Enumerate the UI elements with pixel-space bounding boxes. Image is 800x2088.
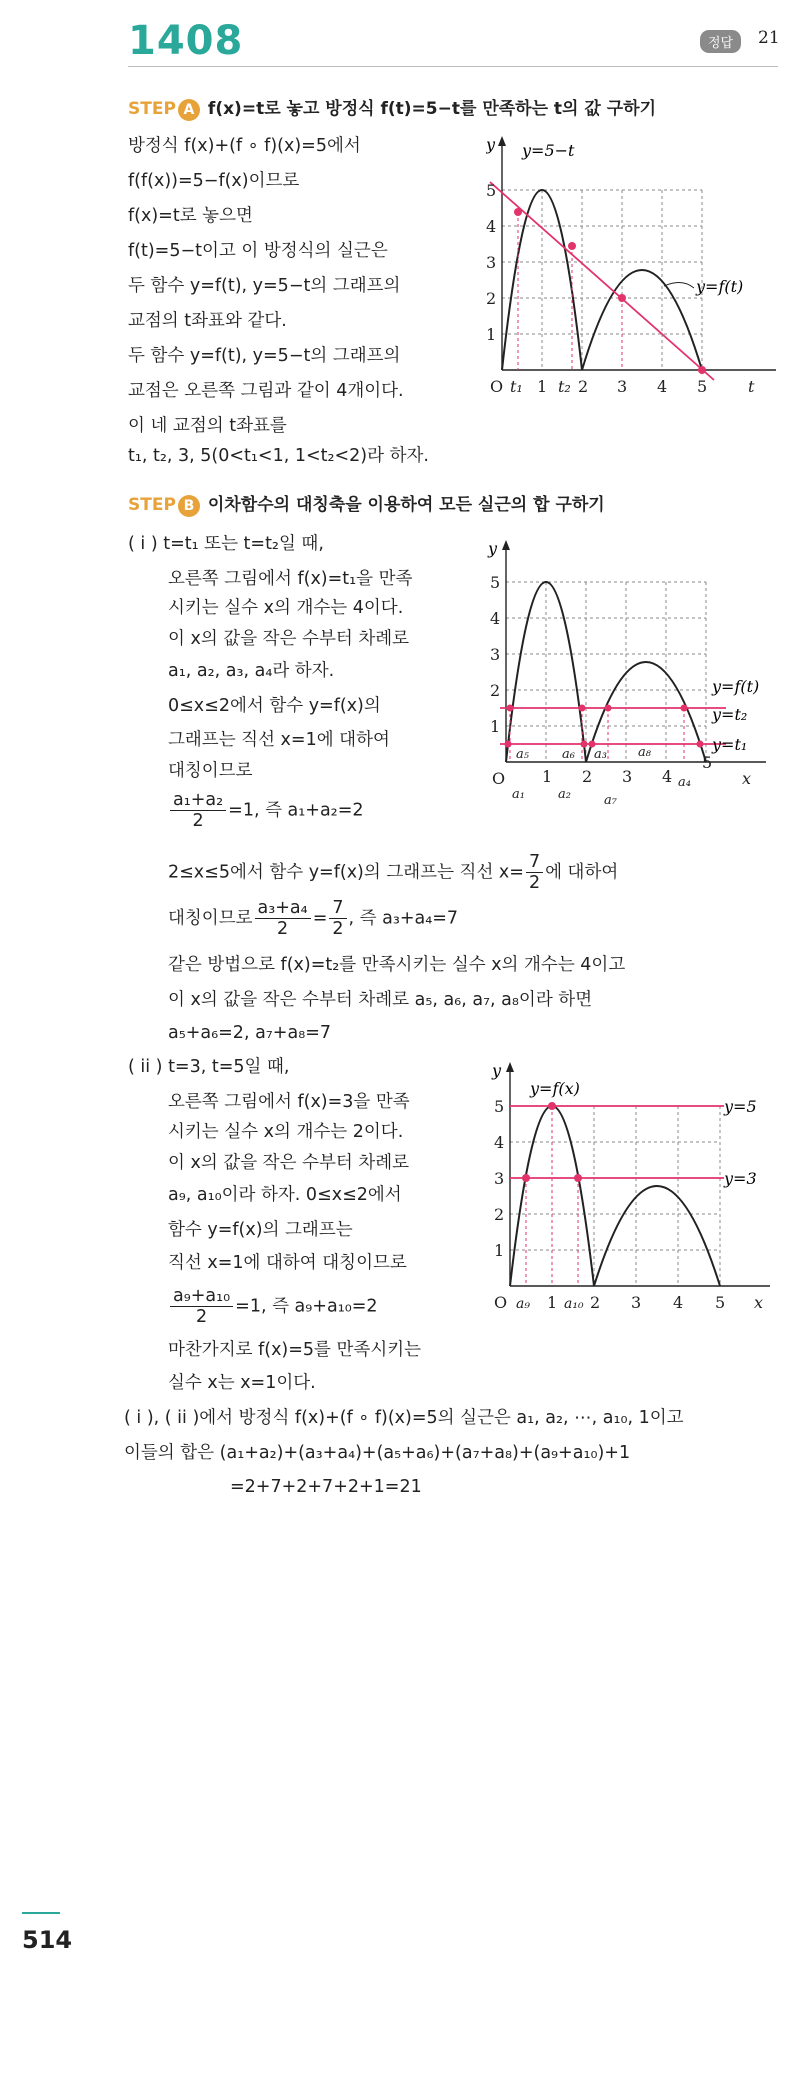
graph-a-ytick: 4 (486, 217, 497, 236)
frac-denominator: 2 (528, 873, 541, 894)
graph-c-ytick: 5 (494, 1097, 505, 1116)
page-number: 514 (22, 1926, 73, 1954)
step-a-tag: STEP (128, 99, 176, 119)
graph-a-ttick: 4 (657, 377, 668, 396)
answer-badge: 정답 (700, 30, 741, 53)
a5-label: a₅ (516, 747, 529, 762)
a6-label: a₆ (562, 747, 575, 762)
case2-frac-tail: =1, 즉 a₉+a₁₀=2 (235, 1296, 378, 1317)
frac-denominator: 2 (277, 919, 289, 940)
graph-c-ytick: 2 (494, 1205, 505, 1224)
case2-tail-1: 마찬가지로 f(x)=5를 만족시키는 (168, 1340, 422, 1360)
graph-c-ytick: 3 (494, 1169, 505, 1188)
graph-c-y5-label: y=5 (724, 1097, 757, 1116)
a4-label: a₄ (678, 775, 691, 790)
case2-head: ( ii ) t=3, t=5일 때, (128, 1057, 290, 1077)
case2-line-5: 함수 y=f(x)의 그래프는 (168, 1220, 353, 1240)
graph-c-ytick: 1 (494, 1241, 505, 1260)
conclusion-line-2: 이들의 합은 (a₁+a₂)+(a₃+a₄)+(a₅+a₆)+(a₇+a₈)+(a₉+a₁₀)+1 (124, 1443, 631, 1463)
case1-frac-line (168, 790, 364, 831)
sym2-frac (526, 852, 543, 893)
step-b-tag: STEP (128, 495, 176, 515)
graph-b-ytick: 1 (490, 717, 501, 736)
case1-sym2-line (168, 852, 618, 893)
graph-a-ttick: 5 (697, 377, 708, 396)
graph-c-xtick: 5 (715, 1293, 726, 1312)
graph-a-ttick: 2 (578, 377, 589, 396)
header-divider (128, 66, 778, 67)
step-a-line-1: 방정식 f(x)+(f ∘ f)(x)=5에서 (128, 136, 361, 156)
page-number-rule (22, 1912, 60, 1914)
case2-frac-line (168, 1286, 378, 1327)
graph-a-ytick: 5 (486, 181, 497, 200)
graph-a-ytick: 1 (486, 325, 497, 344)
case1-frac-tail: =1, 즉 a₁+a₂=2 (228, 800, 364, 821)
intersection-t3 (618, 294, 626, 302)
case2-tail-2: 실수 x는 x=1이다. (168, 1373, 316, 1393)
step-a-heading (128, 94, 656, 121)
case2-line-6: 직선 x=1에 대하여 대칭이므로 (168, 1253, 407, 1273)
graph-c-origin: O (494, 1293, 508, 1312)
graph-b-ytick: 4 (490, 609, 501, 628)
graph-a-y-label: y (486, 135, 496, 154)
step-a-line-9: 이 네 교점의 t좌표를 (128, 416, 287, 436)
graph-b-x-tick-labels (492, 753, 751, 788)
graph-c-drops (526, 1106, 578, 1286)
case1-line-5: 0≤x≤2에서 함수 y=f(x)의 (168, 696, 381, 716)
case1-same-2: 이 x의 값을 작은 수부터 차례로 a₅, a₆, a₇, a₈이라 하면 (168, 990, 593, 1010)
case1-line-2: 시키는 실수 x의 개수는 4이다. (168, 598, 404, 618)
graph-a-ytick: 3 (486, 253, 497, 272)
case1-line-6: 그래프는 직선 x=1에 대하여 (168, 730, 390, 750)
step-a-line-8: 교점은 오른쪽 그림과 같이 4개이다. (128, 381, 404, 401)
graph-b-t1-label: y=t₁ (712, 735, 748, 754)
step-a-line-5: 두 함수 y=f(t), y=5−t의 그래프의 (128, 276, 401, 296)
graph-a-ttick: 3 (617, 377, 628, 396)
a1-label: a₁ (512, 787, 525, 802)
step-a-line-7: 두 함수 y=f(t), y=5−t의 그래프의 (128, 346, 401, 366)
graph-b-xtick: 2 (582, 767, 593, 786)
case1-same-1: 같은 방법으로 f(x)=t₂를 만족시키는 실수 x의 개수는 4이고 (168, 955, 626, 975)
graph-a-t-tick-labels (490, 377, 755, 396)
graph-a-curve-label: y=f(t) (696, 277, 744, 296)
graph-b-ytick: 5 (490, 573, 501, 592)
frac-numerator: a₃+a₄ (255, 898, 311, 919)
intersection-t2 (568, 242, 576, 250)
graph-b-xtick: 1 (542, 767, 553, 786)
graph-b-ytick: 3 (490, 645, 501, 664)
graph-c-xtick: 2 (590, 1293, 601, 1312)
case2-line-2: 시키는 실수 x의 개수는 2이다. (168, 1122, 404, 1142)
sym3-pre: 대칭이므로 (168, 908, 253, 929)
graph-b-y-label: y (488, 539, 498, 558)
graph-c-grid (510, 1106, 720, 1286)
graph-a-ttick: t₁ (510, 377, 523, 396)
graph-c-xtick: 3 (631, 1293, 642, 1312)
step-b-heading (128, 490, 605, 517)
step-a-line-2: f(f(x))=5−f(x)이므로 (128, 171, 300, 191)
graph-a-ytick: 2 (486, 289, 497, 308)
graph-step-a (486, 130, 786, 405)
graph-a-curve-pointer (664, 282, 694, 288)
step-b-title: 이차함수의 대칭축을 이용하여 모든 실근의 합 구하기 (207, 495, 605, 515)
graph-b-curve-label: y=f(t) (712, 677, 760, 696)
sym3-frac-a (255, 898, 311, 939)
case1-sym3-line (168, 898, 458, 939)
a3-label: a₃ (594, 747, 607, 762)
graph-c-ytick: 4 (494, 1133, 505, 1152)
sym2-pre: 2≤x≤5에서 함수 y=f(x)의 그래프는 직선 x= (168, 862, 524, 883)
frac-numerator: 7 (526, 852, 543, 873)
frac-numerator: a₁+a₂ (170, 790, 226, 811)
graph-c-x-label: x (754, 1293, 764, 1312)
conclusion-line-3: =2+7+2+7+2+1=21 (230, 1477, 422, 1497)
graph-c-xtick: a₁₀ (564, 1296, 584, 1312)
step-a-title: f(x)=t로 놓고 방정식 f(t)=5−t를 만족하는 t의 값 구하기 (207, 99, 657, 119)
graph-b-y-tick-labels (490, 573, 500, 736)
case1-same-3: a₅+a₆=2, a₇+a₈=7 (168, 1023, 332, 1043)
case1-line-7: 대칭이므로 (168, 761, 253, 781)
graph-b-x-label: x (742, 769, 752, 788)
graph-c-y3-label: y=3 (724, 1169, 757, 1188)
case1-line-3: 이 x의 값을 작은 수부터 차례로 (168, 629, 410, 649)
graph-c-x-tick-labels (494, 1293, 763, 1312)
step-a-letter: A (178, 99, 200, 121)
step-a-line-4: f(t)=5−t이고 이 방정식의 실근은 (128, 241, 388, 261)
case1-frac (170, 790, 226, 831)
graph-a-y-tick-labels (486, 181, 496, 344)
graph-c-curve-right (594, 1186, 720, 1286)
a2-label: a₂ (558, 787, 571, 802)
graph-a-curve-right (582, 270, 702, 370)
sym3-eq: = (312, 908, 328, 929)
case2-frac (170, 1286, 233, 1327)
graph-b-ytick: 2 (490, 681, 501, 700)
graph-b-xtick: 4 (662, 767, 673, 786)
problem-number: 1408 (128, 18, 244, 64)
graph-a-line (490, 182, 714, 380)
graph-c-xtick: a₉ (516, 1296, 530, 1312)
graph-a-y-arrow (498, 136, 506, 146)
graph-a-origin: O (490, 377, 504, 396)
step-b-letter: B (178, 495, 200, 517)
case2-line-4: a₉, a₁₀이라 하자. 0≤x≤2에서 (168, 1185, 402, 1205)
sym2-post: 에 대하여 (545, 862, 619, 883)
sym3-frac-b (329, 898, 346, 939)
graph-b-y-arrow (502, 540, 510, 550)
step-a-line-3: f(x)=t로 놓으면 (128, 206, 253, 226)
graph-c-y-arrow (506, 1062, 514, 1072)
case1-line-4: a₁, a₂, a₃, a₄라 하자. (168, 661, 335, 681)
graph-c-curve-label: y=f(x) (530, 1079, 580, 1098)
graph-a-line-label: y=5−t (522, 141, 575, 160)
case2-line-3: 이 x의 값을 작은 수부터 차례로 (168, 1153, 410, 1173)
frac-denominator: 2 (332, 919, 344, 940)
frac-denominator: 2 (192, 811, 204, 832)
graph-b-origin: O (492, 769, 506, 788)
graph-c-xtick: 4 (673, 1293, 684, 1312)
graph-c-xtick: 1 (547, 1293, 558, 1312)
graph-a-ttick: 1 (537, 377, 548, 396)
conclusion-line-1: ( i ), ( ii )에서 방정식 f(x)+(f ∘ f)(x)=5의 실근은 a₁, a₂, ⋯, a₁₀, 1이고 (124, 1408, 684, 1428)
graph-a-drops (518, 212, 622, 370)
case2-line-1: 오른쪽 그림에서 f(x)=3을 만족 (168, 1092, 410, 1112)
graph-case2 (490, 1058, 780, 1320)
step-a-line-10: t₁, t₂, 3, 5(0<t₁<1, 1<t₂<2)라 하자. (128, 446, 429, 466)
graph-b-grid (506, 582, 706, 762)
frac-numerator: a₉+a₁₀ (170, 1286, 233, 1307)
case1-head: ( i ) t=t₁ 또는 t=t₂일 때, (128, 534, 324, 554)
frac-numerator: 7 (329, 898, 346, 919)
graph-b-xtick: 5 (702, 753, 713, 772)
graph-a-t-label: t (748, 377, 755, 396)
intersection-t5 (698, 366, 706, 374)
graph-case1 (486, 536, 786, 822)
graph-c-y-label: y (492, 1061, 502, 1080)
frac-denominator: 2 (196, 1307, 208, 1328)
case1-line-1: 오른쪽 그림에서 f(x)=t₁을 만족 (168, 569, 413, 589)
graph-b-t2-label: y=t₂ (712, 705, 748, 724)
graph-a-ttick: t₂ (558, 377, 571, 396)
graph-b-xtick: 3 (622, 767, 633, 786)
graph-a-intersections (514, 208, 706, 374)
a7-label: a₇ (604, 793, 617, 808)
intersection-t1 (514, 208, 522, 216)
sym3-tail: , 즉 a₃+a₄=7 (348, 908, 459, 929)
a8-label: a₈ (638, 745, 651, 760)
step-a-line-6: 교점의 t좌표와 같다. (128, 311, 287, 331)
answer-value: 21 (758, 28, 780, 48)
graph-c-y-tick-labels (494, 1097, 504, 1260)
